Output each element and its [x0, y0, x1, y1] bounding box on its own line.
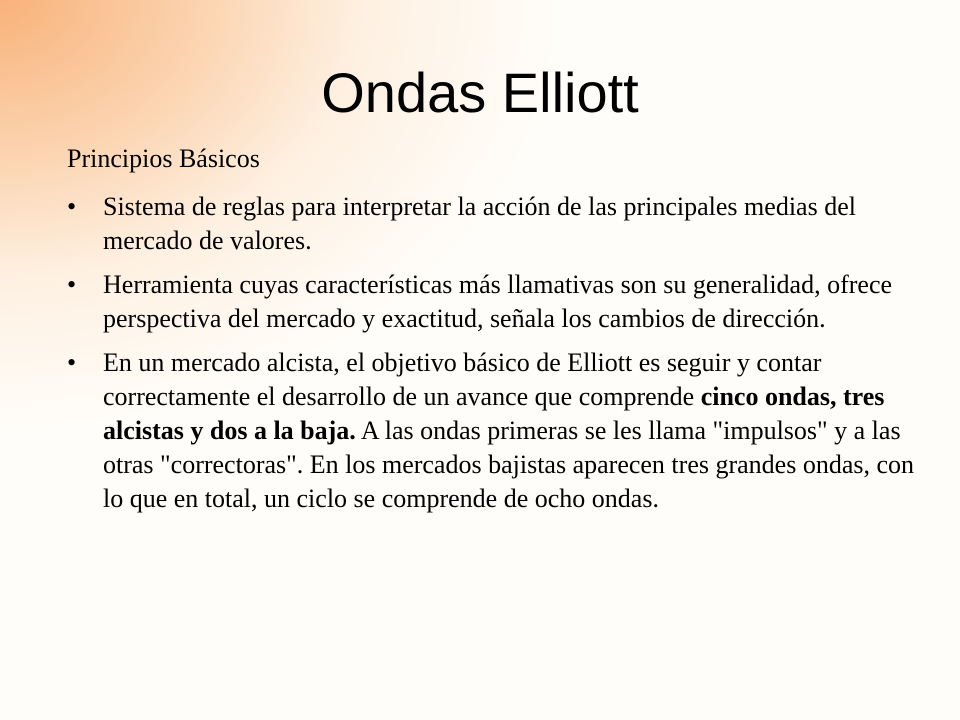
bullet-text-2: Herramienta cuyas características más llamativas son su generalidad, ofrece perspectiva del mercado y exactitud, señala los cambios de dirección. — [103, 270, 893, 333]
bullet-icon: • — [67, 348, 77, 377]
slide-subtitle: Principios Básicos — [67, 144, 260, 173]
bullet-text-3 — [103, 348, 914, 513]
slide-title: Ondas Elliott — [321, 61, 639, 124]
bullet-text-1: Sistema de reglas para interpretar la acción de las principales medias del mercado de valores. — [103, 192, 856, 255]
bullet-icon: • — [67, 270, 77, 299]
bullet-item-2 — [67, 268, 927, 336]
bullet-item-1 — [67, 190, 927, 258]
bullet-icon: • — [67, 192, 77, 221]
bullet-text-3-end: A las ondas primeras se les llama "impulsos" y a las otras "correctoras". En los mercados bajistas aparecen tres grandes ondas, con lo que en total, un ciclo se comprende de ocho ondas. — [103, 416, 915, 513]
bullet-item-3 — [67, 346, 927, 516]
bullet-text-3-bold: cinco ondas, tres alcistas y dos a la baja. — [103, 382, 885, 445]
bullet-text-3-start: En un mercado alcista, el objetivo básico de Elliott es seguir y contar correctamente el desarrollo de un avance que comprende — [103, 348, 822, 411]
bullet-list — [67, 190, 927, 526]
